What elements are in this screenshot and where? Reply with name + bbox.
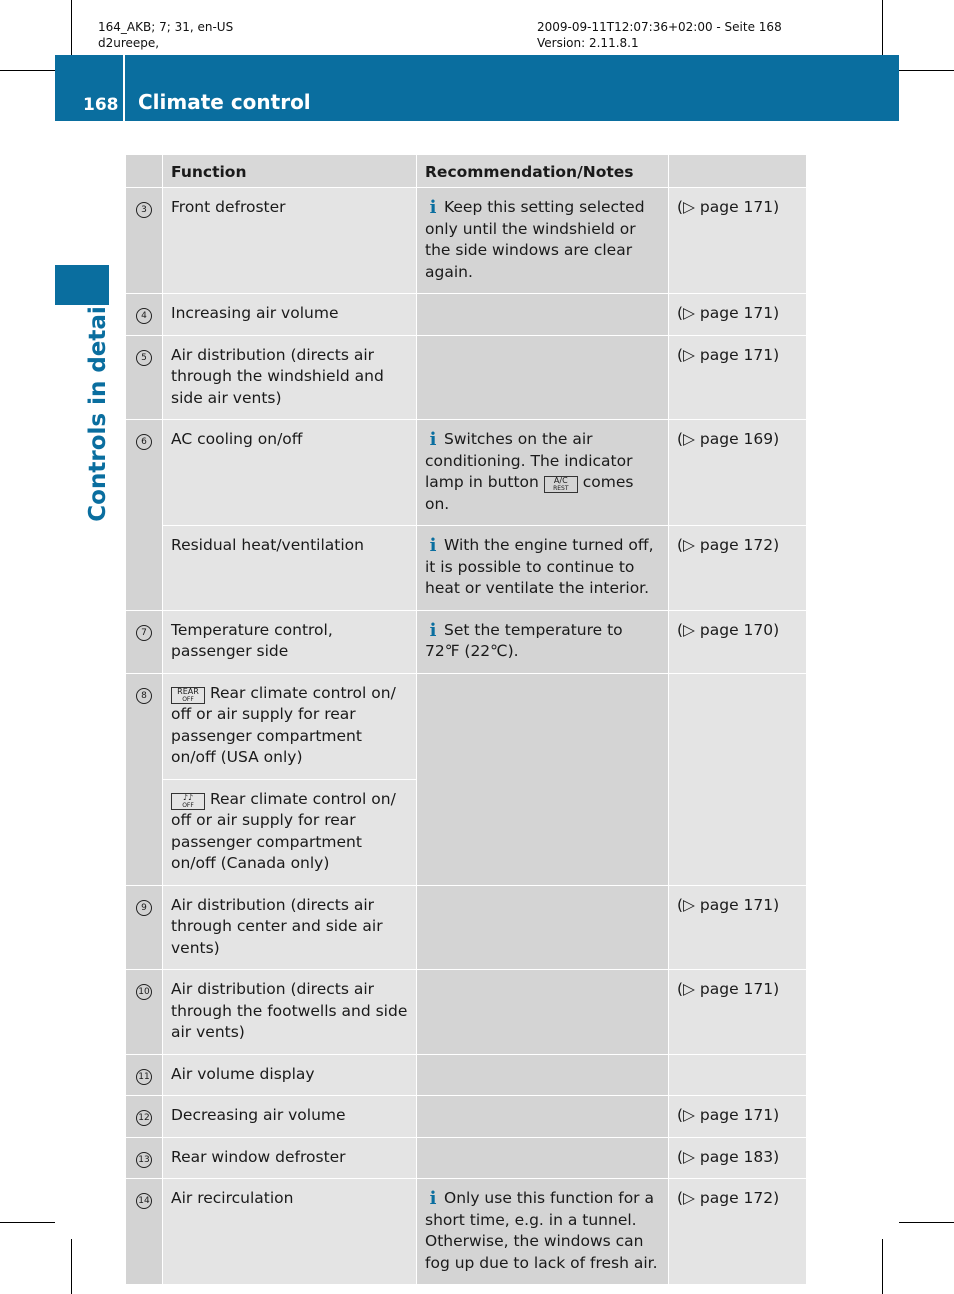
button-sublabel: REST (553, 485, 569, 492)
table-row (126, 1095, 806, 1137)
button-sublabel: OFF (182, 801, 194, 809)
function-cell: Temperature control, passenger side (163, 611, 416, 673)
page-ref: (▷ page 171) (669, 1096, 806, 1137)
sub-rows (163, 420, 806, 610)
page-ref (669, 1055, 806, 1096)
page-ref: (▷ page 172) (669, 1179, 806, 1284)
table-row (126, 187, 806, 293)
button-label: A/C (553, 476, 568, 485)
note-cell (416, 1096, 669, 1137)
crop-mark (882, 0, 883, 55)
note-cell (416, 674, 669, 885)
function-cell: Front defroster (163, 188, 416, 293)
sub-row (163, 525, 806, 610)
crop-mark (882, 1239, 883, 1294)
item-number: 9 (136, 900, 152, 916)
crop-mark (899, 1222, 954, 1223)
function-cell: Residual heat/ventilation (163, 526, 416, 610)
note-cell (416, 1138, 669, 1179)
function-cell: Air distribution (directs air through the windshield and side air vents) (163, 336, 416, 420)
note-cell (416, 970, 669, 1054)
meta-line: d2ureepe, (98, 36, 160, 50)
note-text: comes on. (425, 473, 634, 513)
page-ref: (▷ page 171) (669, 886, 806, 970)
climate-control-table (126, 155, 806, 1284)
meta-line: 2009-09-11T12:07:36+02:00 - Seite 168 (537, 20, 782, 34)
header-function: Function (163, 155, 416, 187)
note-text: Set the temperature to 72℉ (22℃). (425, 620, 623, 660)
note-cell (416, 336, 669, 420)
page-ref: (▷ page 171) (669, 294, 806, 335)
crop-mark (0, 70, 55, 71)
note-cell (416, 886, 669, 970)
function-cell: Air volume display (163, 1055, 416, 1096)
function-cell: Air distribution (directs air through center and side air vents) (163, 886, 416, 970)
page-ref: (▷ page 183) (669, 1138, 806, 1179)
table-row (126, 335, 806, 420)
item-number: 6 (136, 434, 152, 450)
sub-rows (163, 674, 416, 885)
item-number: 3 (136, 202, 152, 218)
note-cell (416, 420, 669, 525)
info-icon: i (429, 535, 437, 556)
table-row (126, 1054, 806, 1096)
header-notes: Recommendation/Notes (416, 155, 669, 187)
button-label: REAR (177, 686, 199, 696)
row-number (126, 886, 163, 970)
section-title: Climate control (138, 90, 311, 114)
info-icon: i (429, 429, 437, 450)
table-row (126, 885, 806, 970)
item-number: 13 (136, 1152, 152, 1168)
function-cell: Air recirculation (163, 1179, 416, 1284)
note-cell (416, 611, 669, 673)
function-cell (163, 674, 416, 779)
page-ref: (▷ page 171) (669, 188, 806, 293)
page-ref (669, 674, 806, 885)
info-icon: i (429, 197, 437, 218)
item-number: 14 (136, 1193, 152, 1209)
item-number: 11 (136, 1069, 152, 1085)
function-text: Rear climate control on/ off or air supply for rear passenger compartment on/off (USA only) (171, 683, 396, 766)
row-number (126, 188, 163, 293)
table-row (126, 673, 806, 885)
item-number: 4 (136, 308, 152, 324)
meta-line: 164_AKB; 7; 31, en-US (98, 20, 234, 34)
row-number (126, 1055, 163, 1096)
meta-line: Version: 2.11.8.1 (537, 36, 639, 50)
crop-mark (71, 1239, 72, 1294)
print-meta-right (537, 19, 782, 51)
note-text: Keep this setting selected only until the windshield or the side windows are clear again. (425, 198, 645, 281)
item-number: 12 (136, 1110, 152, 1126)
row-number (126, 611, 163, 673)
side-tab-label: Controls in detail (85, 298, 111, 522)
crop-mark (0, 1222, 55, 1223)
row-number (126, 970, 163, 1054)
note-text: Switches on the air conditioning. The indicator lamp in button (425, 430, 633, 491)
row-number (126, 1096, 163, 1137)
function-text: Rear climate control on/ off or air supply for rear passenger compartment on/off (Canada only) (171, 789, 396, 872)
note-cell (416, 1055, 669, 1096)
page-ref: (▷ page 171) (669, 970, 806, 1054)
row-number (126, 294, 163, 335)
header-cell (126, 155, 163, 187)
note-cell (416, 188, 669, 293)
function-cell: Increasing air volume (163, 294, 416, 335)
item-number: 7 (136, 625, 152, 641)
print-meta-left (98, 19, 233, 51)
ac-rest-button-icon (544, 476, 578, 493)
note-text: With the engine turned off, it is possible to continue to heat or ventilate the interior. (425, 536, 654, 597)
row-number (126, 1138, 163, 1179)
button-label: ♪♪ (182, 792, 194, 802)
note-cell (416, 526, 669, 610)
function-cell (163, 779, 416, 885)
info-icon: i (429, 619, 437, 641)
header-cell (669, 155, 806, 187)
page-ref: (▷ page 171) (669, 336, 806, 420)
info-icon: i (429, 1188, 437, 1209)
crop-mark (899, 70, 954, 71)
table-row (126, 610, 806, 673)
table-row (126, 1178, 806, 1284)
row-number (126, 336, 163, 420)
table-header (126, 155, 806, 187)
table-row (126, 1137, 806, 1179)
function-cell: Air distribution (directs air through the footwells and side air vents) (163, 970, 416, 1054)
function-cell: Decreasing air volume (163, 1096, 416, 1137)
page-ref: (▷ page 170) (669, 611, 806, 673)
page-ref: (▷ page 169) (669, 420, 806, 525)
item-number: 5 (136, 350, 152, 366)
page-number: 168 (83, 95, 119, 115)
row-number (126, 420, 163, 610)
rear-off-button-icon (171, 687, 205, 704)
item-number: 10 (136, 984, 152, 1000)
function-cell: Rear window defroster (163, 1138, 416, 1179)
table-row (126, 419, 806, 610)
crop-mark (71, 0, 72, 55)
header-divider (123, 55, 125, 121)
table-row (126, 293, 806, 335)
row-number (126, 1179, 163, 1284)
item-number: 8 (136, 688, 152, 704)
sub-row (163, 420, 806, 525)
table-row (126, 969, 806, 1054)
page-ref: (▷ page 172) (669, 526, 806, 610)
row-number (126, 674, 163, 885)
note-text: Only use this function for a short time, e.g. in a tunnel. Otherwise, the windows can fog up due to lack of fresh air. (425, 1189, 658, 1272)
function-cell: AC cooling on/off (163, 420, 416, 525)
note-cell (416, 294, 669, 335)
button-sublabel: OFF (182, 695, 194, 703)
note-cell (416, 1179, 669, 1284)
rear-fan-off-button-icon (171, 793, 205, 810)
